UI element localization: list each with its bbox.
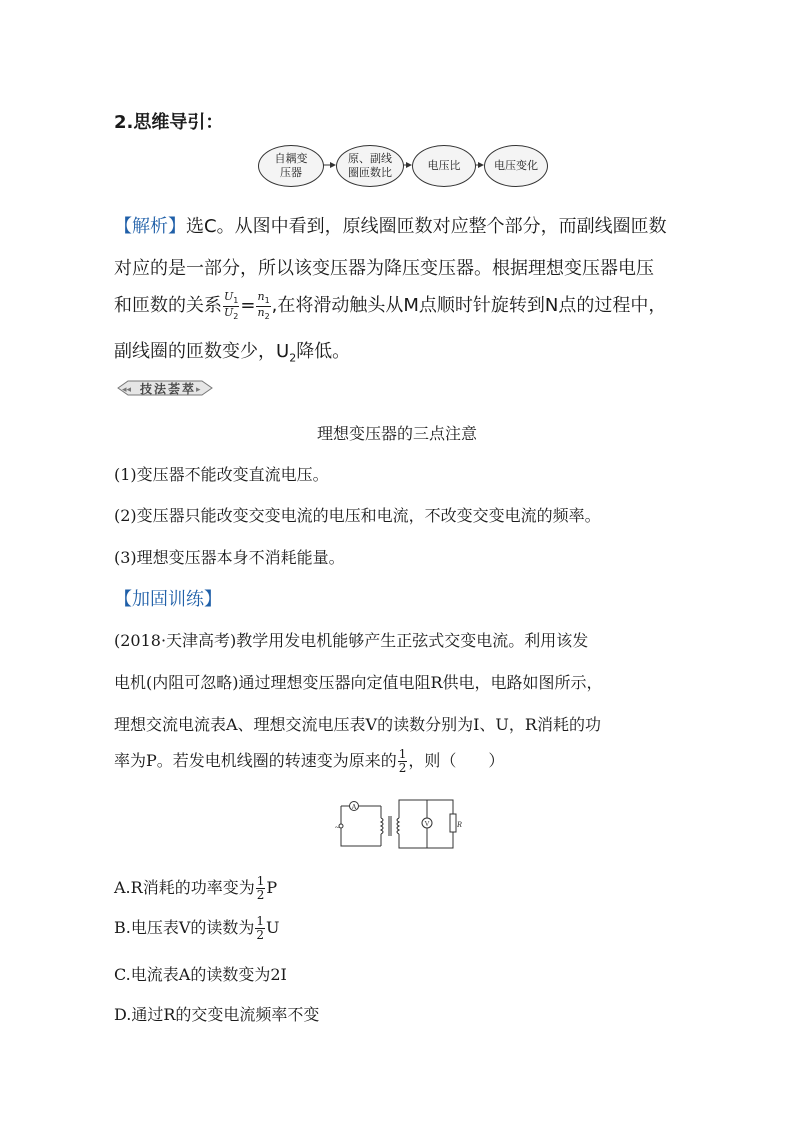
- option-b-fraction: $\frac{1}{2}$: [256, 914, 265, 942]
- option-a-fraction: $\frac{1}{2}$: [256, 874, 265, 902]
- flow-node-voltage-change: 电压变化: [484, 145, 548, 187]
- resistor-icon: [450, 814, 456, 832]
- turns-ratio-fraction: $\frac{n_1}{n_2}$: [257, 290, 270, 321]
- option-b[interactable]: B.电压表V的读数为 $\frac{1}{2}$ U: [114, 914, 280, 942]
- svg-text:~: ~: [335, 823, 340, 832]
- voltage-ratio-fraction: $\frac{U_1}{U_2}$: [224, 290, 239, 321]
- question-line-3: 理想交流电流表A、理想交流电压表V的读数分别为I、U，R消耗的功: [114, 715, 601, 734]
- analysis-line-3: 和匝数的关系 $\frac{U_1}{U_2}$ = $\frac{n_1}{n_2}$ ,在将滑动触头从M点顺时针旋转到N点的过程中，: [114, 290, 667, 321]
- banner-label: 技法荟萃: [140, 382, 197, 396]
- tips-title: 理想变压器的三点注意: [316, 424, 477, 443]
- svg-text:A: A: [351, 803, 357, 811]
- tips-banner: [116, 378, 214, 398]
- svg-text:R: R: [457, 820, 462, 829]
- flow-node-autotransformer: 自耦变 压器: [258, 145, 324, 187]
- circuit-diagram: [333, 796, 463, 854]
- svg-text:◂◂: ◂◂: [122, 385, 132, 395]
- question-line-2: 电机(内阻可忽略)通过理想变压器向定值电阻R供电，电路如图所示，: [114, 673, 603, 692]
- secondary-coil-icon: [397, 818, 399, 834]
- option-d[interactable]: D.通过R的交变电流频率不变: [114, 1005, 320, 1024]
- question-line-4: 率为P。若发电机线圈的转速变为原来的 $\frac{1}{2}$ ，则（ ）: [114, 747, 505, 775]
- primary-coil-icon: [381, 818, 383, 834]
- tips-item: (3)理想变压器本身不消耗能量。: [114, 548, 345, 567]
- section-heading: 2.思维导引：: [114, 112, 224, 133]
- flow-node-turns-ratio: 原、副线 圈匝数比: [336, 145, 404, 187]
- svg-text:V: V: [424, 820, 430, 828]
- option-a[interactable]: A.R消耗的功率变为 $\frac{1}{2}$ P: [114, 874, 278, 902]
- tips-item: (1)变压器不能改变直流电压。: [114, 465, 329, 484]
- half-fraction: $\frac{1}{2}$: [398, 747, 407, 775]
- question-line-1: (2018·天津高考)教学用发电机能够产生正弦式交变电流。利用该发: [114, 631, 589, 650]
- analysis-tag: 【解析】: [114, 216, 186, 237]
- svg-text:▸: ▸: [196, 385, 201, 395]
- analysis-line-1: 【解析】选C。从图中看到，原线圈匝数对应整个部分，而副线圈匝数: [114, 216, 667, 237]
- tips-item: (2)变压器只能改变交变电流的电压和电流，不改变交变电流的频率。: [114, 506, 601, 525]
- option-c[interactable]: C.电流表A的读数变为2I: [114, 965, 287, 984]
- analysis-line-2: 对应的是一部分，所以该变压器为降压变压器。根据理想变压器电压: [114, 258, 654, 279]
- practice-tag: 【加固训练】: [114, 589, 222, 610]
- analysis-line-4: 副线圈的匝数变少，$U_2$降低。: [114, 341, 351, 365]
- flow-node-voltage-ratio: 电压比: [412, 145, 476, 187]
- flow-arrows: [0, 0, 794, 230]
- ac-source-icon: [339, 824, 343, 828]
